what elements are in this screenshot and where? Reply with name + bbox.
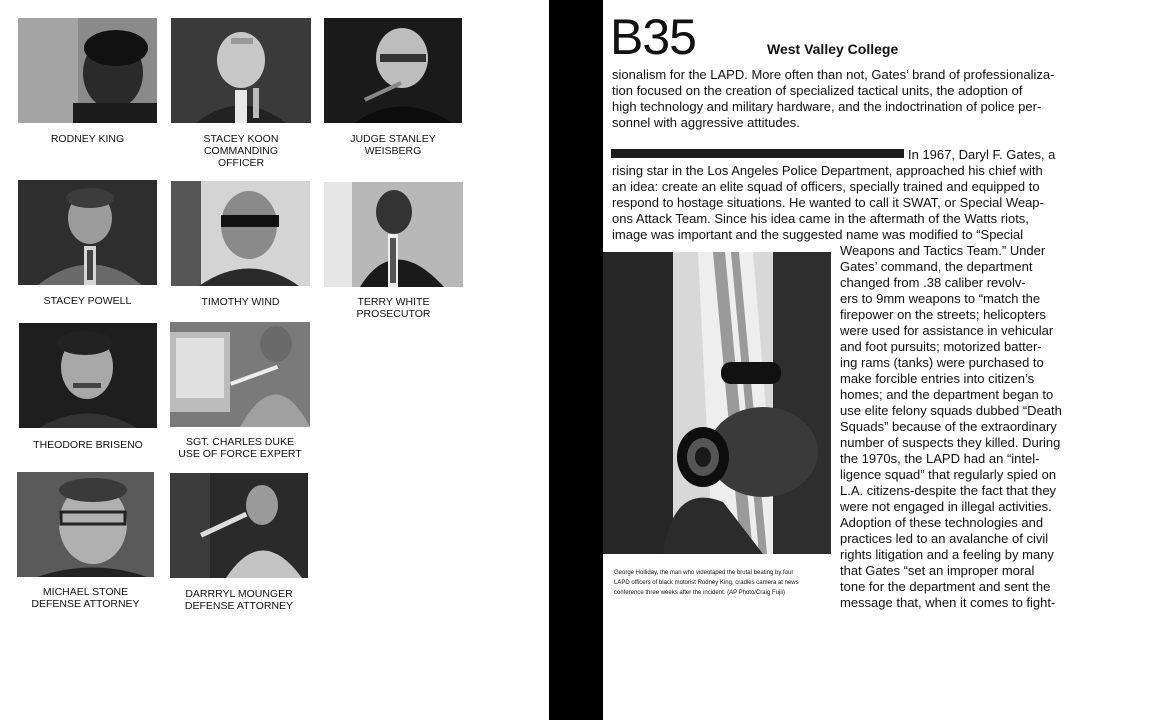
text-line: make forcible entries into citizen’s <box>840 371 1035 386</box>
text-line: rising star in the Los Angeles Police Department, approached his chief with <box>612 163 1043 178</box>
text-line: ing rams (tanks) were purchased to <box>840 355 1044 370</box>
portrait-image <box>170 322 310 427</box>
photo-caption: George Holliday, the man who videotaped the brutal beating by four LAPD officers of black motorist Rodney King, cradles camera at news conference three weeks after the incident. (AP Photo/Craig Fujii) <box>614 570 799 596</box>
text-line: In 1967, Daryl F. Gates, a <box>908 147 1056 162</box>
portrait-image <box>171 18 311 123</box>
text-line: and foot pursuits; motorized batter- <box>840 339 1042 354</box>
text-line: rights litigation and a feeling by many <box>840 547 1054 562</box>
camera-photo-image <box>603 252 831 554</box>
caption-stacey-koon: STACEY KOON COMMANDING OFFICER <box>203 133 279 169</box>
text-line: number of suspects they killed. During <box>840 435 1061 450</box>
caption-stacey-powell: STACEY POWELL <box>43 295 132 307</box>
photo-michael-stone <box>17 472 154 577</box>
caption-judge-stanley-weisberg: JUDGE STANLEY WEISBERG <box>350 133 436 157</box>
portrait-image <box>19 323 157 428</box>
section-rule <box>611 149 904 158</box>
photo-sgt-charles-duke <box>170 322 310 427</box>
caption-timothy-wind: TIMOTHY WIND <box>201 296 280 308</box>
text-line: Squads” because of the extraordinary <box>840 419 1057 434</box>
portrait-image <box>17 472 154 577</box>
gutter-band <box>549 0 603 720</box>
photo-judge-stanley-weisberg <box>324 18 462 123</box>
photo-stacey-koon <box>171 18 311 123</box>
text-line: practices led to an avalanche of civil <box>840 531 1049 546</box>
text-line: Adoption of these technologies and <box>840 515 1044 530</box>
photo-camera-operator <box>603 252 831 554</box>
text-line: sonnel with aggressive attitudes. <box>612 115 800 130</box>
text-line: were not engaged in illegal activities. <box>840 499 1052 514</box>
text-line: changed from .38 caliber revolv- <box>840 275 1026 290</box>
text-line: tone for the department and sent the <box>840 579 1051 594</box>
text-line: ligence squad” that regularly spied on <box>840 467 1057 482</box>
text-line: homes; and the department began to <box>840 387 1054 402</box>
portrait-image <box>324 182 463 287</box>
text-line: tion focused on the creation of specialized tactical units, the adoption of <box>612 83 1023 98</box>
text-line: an idea: create an elite squad of officers, specially trained and equipped to <box>612 179 1040 194</box>
portrait-image <box>18 18 157 123</box>
school-name: West Valley College <box>767 41 899 57</box>
text-line: were used for assistance in vehicular <box>840 323 1054 338</box>
portrait-image <box>171 181 310 286</box>
text-line: ons Attack Team. Since his idea came in the aftermath of the Watts riots, <box>612 211 1029 226</box>
photo-darrryl-mounger <box>170 473 308 578</box>
caption-darrryl-mounger: DARRRYL MOUNGER DEFENSE ATTORNEY <box>184 588 294 612</box>
text-line: that Gates “set an improper moral <box>840 563 1035 578</box>
photo-stacey-powell <box>18 180 157 285</box>
page-number: B35 <box>610 9 696 65</box>
text-line: Weapons and Tactics Team.” Under <box>840 243 1046 258</box>
text-line: ers to 9mm weapons to “match the <box>840 291 1041 306</box>
text-line: high technology and military hardware, and the indoctrination of police per- <box>612 99 1042 114</box>
caption-sgt-charles-duke: SGT. CHARLES DUKE USE OF FORCE EXPERT <box>178 436 302 460</box>
text-line: L.A. citizens-despite the fact that they <box>840 483 1057 498</box>
caption-theodore-briseno: THEODORE BRISENO <box>33 439 143 451</box>
text-line: image was important and the suggested name was modified to “Special <box>612 227 1024 242</box>
caption-terry-white: TERRY WHITE PROSECUTOR <box>356 296 431 320</box>
text-line: message that, when it comes to fight- <box>840 595 1056 610</box>
text-line: respond to hostage situations. He wanted to call it SWAT, or Special Weap- <box>612 195 1044 210</box>
photo-timothy-wind <box>171 181 310 286</box>
photo-theodore-briseno <box>19 323 157 428</box>
caption-rodney-king: RODNEY KING <box>50 133 125 145</box>
photo-rodney-king <box>18 18 157 123</box>
text-line: firepower on the streets; helicopters <box>840 307 1046 322</box>
text-line: use elite felony squads dubbed “Death <box>840 403 1062 418</box>
text-line: Gates’ command, the department <box>840 259 1033 274</box>
portrait-image <box>170 473 308 578</box>
portrait-image <box>324 18 462 123</box>
caption-michael-stone: MICHAEL STONE DEFENSE ATTORNEY <box>31 586 140 610</box>
photo-terry-white <box>324 182 463 287</box>
portrait-image <box>18 180 157 285</box>
text-line: the 1970s, the LAPD had an “intel- <box>840 451 1040 466</box>
text-line: sionalism for the LAPD. More often than not, Gates’ brand of professionaliza- <box>612 67 1055 82</box>
